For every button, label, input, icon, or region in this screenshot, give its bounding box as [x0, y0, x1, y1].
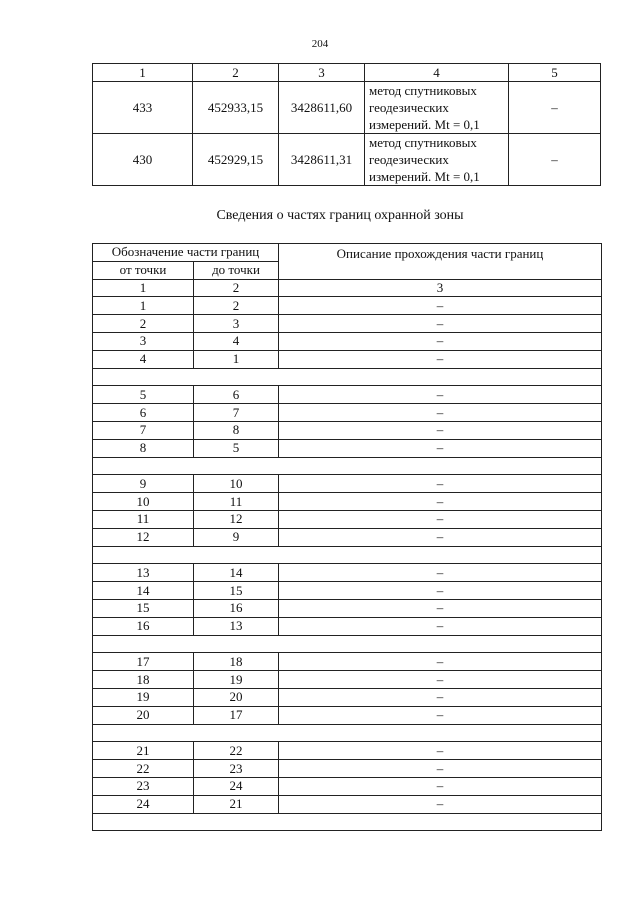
- part-description: –: [279, 350, 602, 368]
- part-description: –: [279, 493, 602, 511]
- coordinate-x: 452929,15: [193, 134, 279, 186]
- page-number: 204: [311, 38, 329, 50]
- column-index-2: 2: [193, 64, 279, 82]
- from-point: 4: [93, 350, 194, 368]
- to-point: 10: [194, 475, 279, 493]
- table-row: [93, 421, 602, 439]
- part-description: –: [279, 795, 602, 813]
- part-description: –: [279, 564, 602, 582]
- from-point: 13: [93, 564, 194, 582]
- table-row: [93, 134, 601, 186]
- table-row: [93, 760, 602, 778]
- part-description: –: [279, 421, 602, 439]
- separator-cell: [93, 813, 602, 831]
- table-row: [93, 564, 602, 582]
- from-point: 17: [93, 653, 194, 671]
- to-point: 22: [194, 742, 279, 760]
- parts-table-header-row: [93, 244, 602, 262]
- coordinates-table-header-row: [93, 64, 601, 82]
- method-description: метод спутниковых геодезических измерений. Mt = 0,1: [365, 82, 509, 134]
- separator-row: [93, 635, 602, 653]
- table-row: [93, 599, 602, 617]
- table-row: [93, 617, 602, 635]
- column-index-1: 1: [93, 64, 193, 82]
- part-description: –: [279, 404, 602, 422]
- from-point: 3: [93, 332, 194, 350]
- from-point: 9: [93, 475, 194, 493]
- from-point: 20: [93, 706, 194, 724]
- to-point: 20: [194, 688, 279, 706]
- to-point: 14: [194, 564, 279, 582]
- separator-row: [93, 546, 602, 564]
- from-point: 24: [93, 795, 194, 813]
- to-point: 11: [194, 493, 279, 511]
- from-point: 22: [93, 760, 194, 778]
- extra-value: –: [509, 82, 601, 134]
- part-description: –: [279, 297, 602, 315]
- from-point: 23: [93, 777, 194, 795]
- from-point: 7: [93, 421, 194, 439]
- part-description: –: [279, 599, 602, 617]
- to-point: 2: [194, 297, 279, 315]
- from-point: 1: [93, 297, 194, 315]
- from-point: 6: [93, 404, 194, 422]
- from-point: 21: [93, 742, 194, 760]
- part-description: –: [279, 315, 602, 333]
- table-row: [93, 439, 602, 457]
- to-point: 17: [194, 706, 279, 724]
- part-description: –: [279, 760, 602, 778]
- part-description: –: [279, 475, 602, 493]
- column-index-4: 4: [365, 64, 509, 82]
- column-index-2: 2: [194, 279, 279, 297]
- table-row: [93, 350, 602, 368]
- from-point: 11: [93, 510, 194, 528]
- column-index-5: 5: [509, 64, 601, 82]
- part-description: –: [279, 386, 602, 404]
- table-row: [93, 795, 602, 813]
- to-point: 24: [194, 777, 279, 795]
- parts-table-index-row: [93, 279, 602, 297]
- table-row: [93, 404, 602, 422]
- column-index-3: 3: [279, 64, 365, 82]
- table-row: [93, 671, 602, 689]
- header-from-point: от точки: [93, 261, 194, 279]
- table-row: [93, 386, 602, 404]
- to-point: 23: [194, 760, 279, 778]
- to-point: 6: [194, 386, 279, 404]
- from-point: 2: [93, 315, 194, 333]
- table-row: [93, 82, 601, 134]
- to-point: 15: [194, 582, 279, 600]
- header-description: Описание прохождения части границ: [279, 244, 602, 280]
- point-number: 433: [93, 82, 193, 134]
- part-description: –: [279, 617, 602, 635]
- part-description: –: [279, 332, 602, 350]
- to-point: 5: [194, 439, 279, 457]
- table-row: [93, 493, 602, 511]
- part-description: –: [279, 653, 602, 671]
- method-description: метод спутниковых геодезических измерений. Mt = 0,1: [365, 134, 509, 186]
- part-description: –: [279, 706, 602, 724]
- to-point: 4: [194, 332, 279, 350]
- to-point: 19: [194, 671, 279, 689]
- to-point: 9: [194, 528, 279, 546]
- to-point: 13: [194, 617, 279, 635]
- part-description: –: [279, 582, 602, 600]
- separator-cell: [93, 546, 602, 564]
- coordinate-y: 3428611,31: [279, 134, 365, 186]
- to-point: 7: [194, 404, 279, 422]
- from-point: 14: [93, 582, 194, 600]
- from-point: 18: [93, 671, 194, 689]
- from-point: 19: [93, 688, 194, 706]
- part-description: –: [279, 777, 602, 795]
- from-point: 16: [93, 617, 194, 635]
- table-row: [93, 706, 602, 724]
- column-index-1: 1: [93, 279, 194, 297]
- coordinates-table: [92, 63, 601, 186]
- separator-row: [93, 457, 602, 475]
- from-point: 15: [93, 599, 194, 617]
- from-point: 10: [93, 493, 194, 511]
- to-point: 8: [194, 421, 279, 439]
- table-row: [93, 475, 602, 493]
- to-point: 1: [194, 350, 279, 368]
- separator-cell: [93, 724, 602, 742]
- column-index-3: 3: [279, 279, 602, 297]
- coordinate-y: 3428611,60: [279, 82, 365, 134]
- extra-value: –: [509, 134, 601, 186]
- parts-table-body: [93, 297, 602, 831]
- separator-row: [93, 724, 602, 742]
- table-row: [93, 297, 602, 315]
- part-description: –: [279, 671, 602, 689]
- separator-row: [93, 368, 602, 386]
- header-to-point: до точки: [194, 261, 279, 279]
- to-point: 12: [194, 510, 279, 528]
- boundary-parts-table: [92, 243, 602, 831]
- table-row: [93, 653, 602, 671]
- header-group-designation: Обозначение части границ: [93, 244, 279, 262]
- to-point: 21: [194, 795, 279, 813]
- coordinate-x: 452933,15: [193, 82, 279, 134]
- separator-row: [93, 813, 602, 831]
- table-row: [93, 777, 602, 795]
- table-row: [93, 315, 602, 333]
- table-row: [93, 582, 602, 600]
- from-point: 5: [93, 386, 194, 404]
- from-point: 8: [93, 439, 194, 457]
- from-point: 12: [93, 528, 194, 546]
- separator-cell: [93, 457, 602, 475]
- section-title: Сведения о частях границ охранной зоны: [216, 208, 464, 223]
- table-row: [93, 332, 602, 350]
- to-point: 3: [194, 315, 279, 333]
- part-description: –: [279, 439, 602, 457]
- separator-cell: [93, 635, 602, 653]
- to-point: 16: [194, 599, 279, 617]
- table-row: [93, 688, 602, 706]
- separator-cell: [93, 368, 602, 386]
- part-description: –: [279, 688, 602, 706]
- part-description: –: [279, 528, 602, 546]
- table-row: [93, 528, 602, 546]
- point-number: 430: [93, 134, 193, 186]
- part-description: –: [279, 742, 602, 760]
- table-row: [93, 742, 602, 760]
- table-row: [93, 510, 602, 528]
- part-description: –: [279, 510, 602, 528]
- to-point: 18: [194, 653, 279, 671]
